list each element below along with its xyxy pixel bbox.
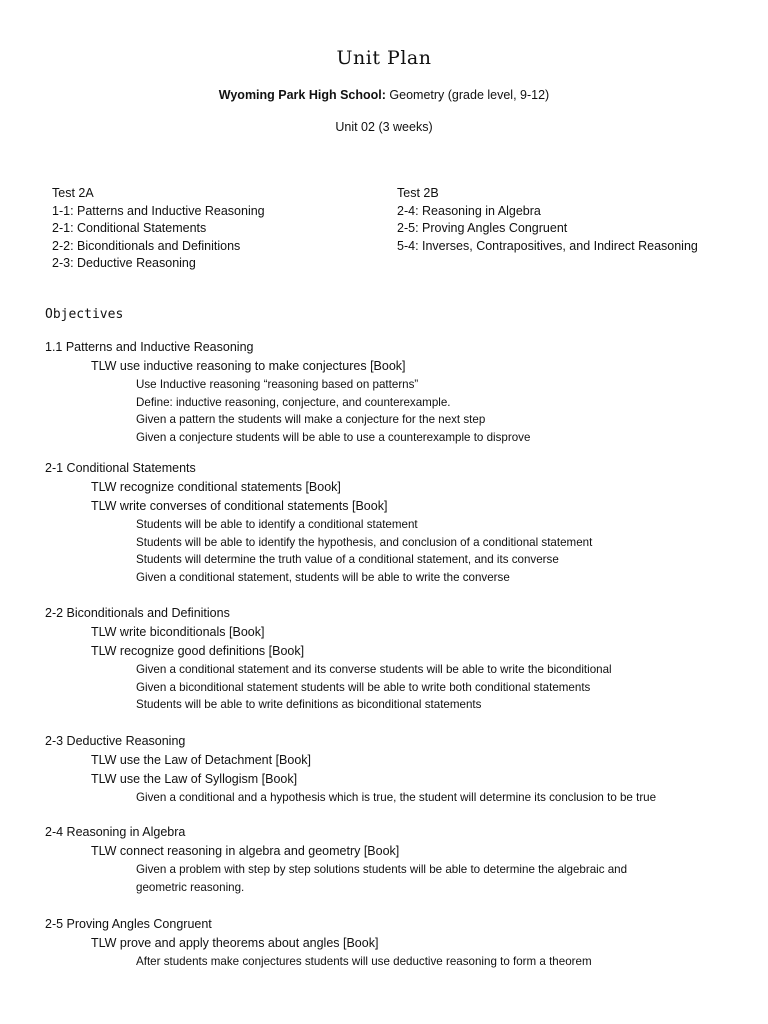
- section-title: 2-1 Conditional Statements: [45, 461, 196, 475]
- tlw-item: TLW use the Law of Syllogism [Book]: [91, 772, 298, 786]
- tlw-item: TLW write biconditionals [Book]: [91, 625, 265, 639]
- detail-item: Define: inductive reasoning, conjecture, and counterexample.: [136, 395, 451, 409]
- school-name: Wyoming Park High School:: [218, 88, 386, 102]
- tlw-item: TLW recognize conditional statements [Book]: [91, 480, 341, 494]
- detail-item: Given a conditional statement and its converse students will be able to write the biconditional: [136, 663, 612, 676]
- section-title: 2-5 Proving Angles Congruent: [45, 917, 212, 931]
- test-label: Test 2B: [397, 186, 439, 200]
- tlw-item: TLW recognize good definitions [Book]: [91, 644, 305, 658]
- tlw-item: TLW use the Law of Detachment [Book]: [91, 753, 312, 767]
- objective-section: [45, 915, 592, 971]
- test-2a-column: [52, 185, 265, 273]
- objective-section: [45, 732, 656, 807]
- test-item: 1-1: Patterns and Inductive Reasoning: [52, 203, 265, 218]
- test-item: 5-4: Inverses, Contrapositives, and Indirect Reasoning: [397, 238, 698, 253]
- detail-item: Given a conjecture students will be able to use a counterexample to disprove: [136, 431, 531, 445]
- section-title: 2-2 Biconditionals and Definitions: [45, 606, 230, 620]
- objective-section: [45, 338, 530, 447]
- objective-section: [45, 823, 627, 896]
- school-line: [0, 88, 768, 102]
- page-title: Unit Plan: [336, 47, 432, 69]
- section-title: 1.1 Patterns and Inductive Reasoning: [45, 340, 254, 354]
- test-item: 2-3: Deductive Reasoning: [52, 256, 196, 271]
- objective-section: [45, 604, 612, 714]
- course-info: Geometry (grade level, 9-12): [385, 88, 550, 102]
- detail-item: Students will be able to identify the hypothesis, and conclusion of a conditional statement: [136, 535, 593, 549]
- detail-item: Given a conditional statement, students will be able to write the converse: [136, 571, 510, 585]
- test-label: Test 2A: [52, 186, 94, 200]
- test-item: 2-2: Biconditionals and Definitions: [52, 238, 241, 253]
- detail-item: Given a conditional and a hypothesis which is true, the student will determine its conclusion to be true: [136, 791, 657, 804]
- detail-item: Students will be able to write definitions as biconditional statements: [136, 698, 482, 712]
- test-item: 2-5: Proving Angles Congruent: [397, 221, 568, 236]
- detail-item: Given a biconditional statement students will be able to write both conditional statements: [136, 680, 591, 694]
- tlw-item: TLW write converses of conditional statements [Book]: [91, 499, 388, 513]
- detail-item: After students make conjectures students will use deductive reasoning to form a theorem: [136, 955, 592, 968]
- detail-item: Use Inductive reasoning “reasoning based on patterns”: [136, 378, 419, 391]
- detail-item: Given a pattern the students will make a conjecture for the next step: [136, 413, 486, 427]
- test-2b-column: [397, 185, 698, 255]
- tlw-item: TLW connect reasoning in algebra and geometry [Book]: [91, 844, 400, 858]
- detail-item: Students will determine the truth value of a conditional statement, and its converse: [136, 553, 559, 567]
- test-item: 2-4: Reasoning in Algebra: [397, 203, 541, 218]
- objectives-heading: Objectives: [45, 307, 124, 322]
- unit-line: Unit 02 (3 weeks): [335, 120, 433, 134]
- objective-section: [45, 459, 592, 587]
- detail-item: Students will be able to identify a conditional statement: [136, 518, 418, 531]
- section-title: 2-3 Deductive Reasoning: [45, 734, 186, 748]
- detail-item: geometric reasoning.: [136, 880, 245, 894]
- detail-item: Given a problem with step by step solutions students will be able to determine the algebraic and: [136, 863, 628, 876]
- test-item: 2-1: Conditional Statements: [52, 221, 207, 236]
- tlw-item: TLW prove and apply theorems about angles [Book]: [91, 936, 379, 950]
- section-title: 2-4 Reasoning in Algebra: [45, 825, 186, 839]
- tlw-item: TLW use inductive reasoning to make conjectures [Book]: [91, 359, 406, 373]
